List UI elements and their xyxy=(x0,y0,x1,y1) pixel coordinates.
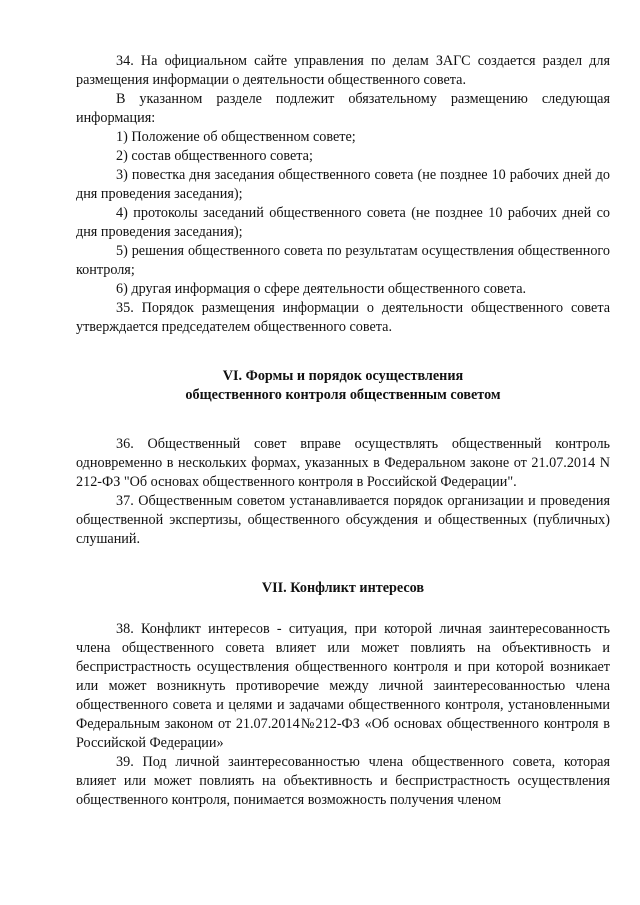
paragraph-35: 35. Порядок размещения информации о деятельности общественного совета утверждается председателем общественного совета. xyxy=(76,300,610,335)
spacer xyxy=(76,549,610,579)
document-body xyxy=(76,52,610,810)
list-item-2: 2) состав общественного совета; xyxy=(116,148,313,164)
list-item-5: 5) решения общественного совета по результатам осуществления общественного контроля; xyxy=(76,243,610,278)
spacer xyxy=(76,598,610,620)
paragraph-36: 36. Общественный совет вправе осуществлять общественный контроль одновременно в нескольких формах, указанных в Федеральном законе от 21.07.2014 N 212-ФЗ "Об основах общественного контроля в Российской Федерации". xyxy=(76,436,610,490)
section-6-title-line-2: общественного контроля общественным советом xyxy=(185,387,501,403)
paragraph-34: 34. На официальном сайте управления по делам ЗАГС создается раздел для размещения информации о деятельности общественного совета. xyxy=(76,53,610,88)
list-item-3: 3) повестка дня заседания общественного совета (не позднее 10 рабочих дней до дня проведения заседания); xyxy=(76,167,610,202)
paragraph-39: 39. Под личной заинтересованностью члена общественного совета, которая влияет или может повлиять на объективность и беспристрастность осуществления общественного контроля, понимается возможность получения членом xyxy=(76,754,610,808)
spacer xyxy=(76,405,610,435)
list-item-6: 6) другая информация о сфере деятельности общественного совета. xyxy=(116,281,527,297)
section-7-heading: VII. Конфликт интересов xyxy=(261,580,425,596)
list-item-1: 1) Положение об общественном совете; xyxy=(116,129,356,145)
spacer xyxy=(76,337,610,367)
list-item-4: 4) протоколы заседаний общественного совета (не позднее 10 рабочих дней со дня проведения заседания); xyxy=(76,205,610,240)
paragraph-34-intro: В указанном разделе подлежит обязательному размещению следующая информация: xyxy=(76,91,610,126)
paragraph-37: 37. Общественным советом устанавливается порядок организации и проведения общественной экспертизы, общественного обсуждения и общественных (публичных) слушаний. xyxy=(76,493,610,547)
section-6-heading xyxy=(76,367,610,405)
section-6-title-line-1: VI. Формы и порядок осуществления xyxy=(222,368,464,384)
paragraph-38: 38. Конфликт интересов - ситуация, при которой личная заинтересованность члена общественного совета влияет или может повлиять на объективность и беспристрастность осуществления общественного контроля и при которой возникает или может возникнуть противоречие между личной заинтересованностью члена общественного совета и целями и задачами общественного контроля, установленными Федеральным законом от 21.07.2014№212-ФЗ «Об основах общественного контроля в Российской Федерации» xyxy=(76,621,610,751)
